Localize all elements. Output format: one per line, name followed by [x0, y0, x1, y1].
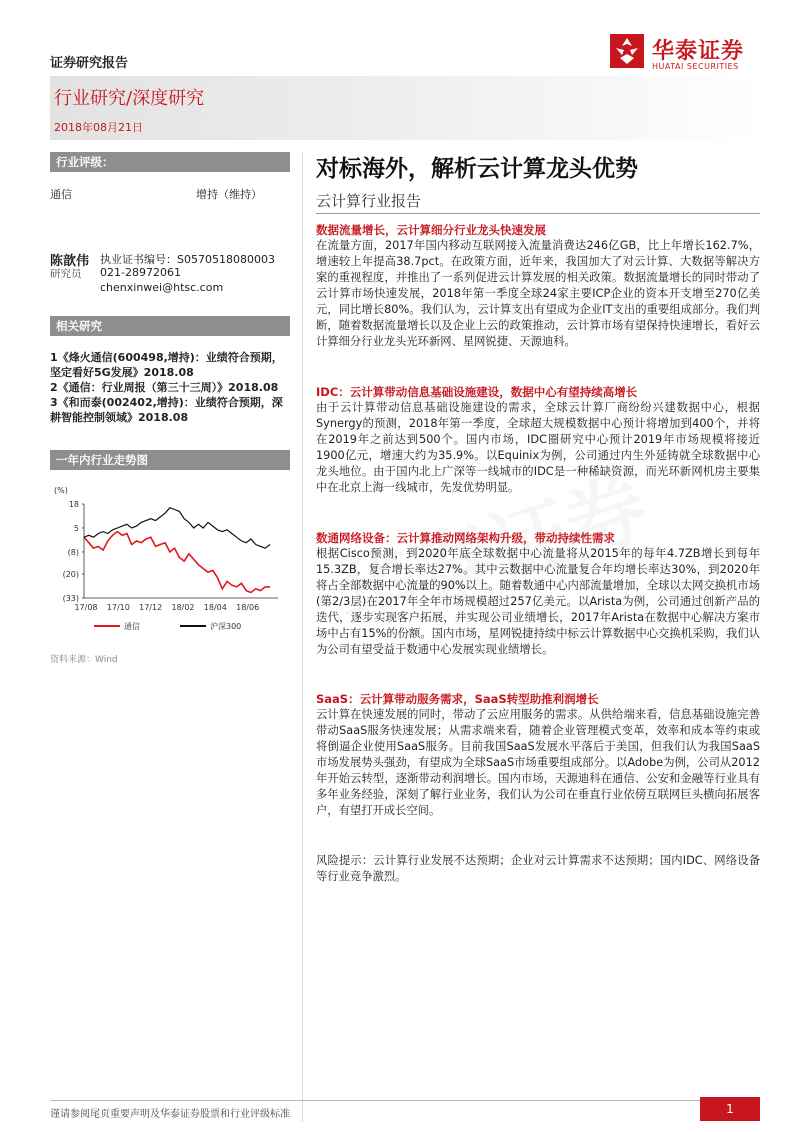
report-type-label: 证券研究报告 — [50, 56, 129, 71]
section-body-idc: 由于云计算带动信息基础设施建设的需求，全球云计算厂商纷纷兴建数据中心，根据Synergy的预测，2018年第一季度，全球超大规模数据中心预计将增加到400个，并将在2019年之前达到500个。国内市场，IDC圈研究中心预计2019年市场规模将接近1900亿元，增速大约为35.9%。以Equinix为例，公司通过内生外延铸就全球数据中心龙头地位。由于国内北上广深等一线城市的IDC是一种稀缺资源，而光环新网机房主要集中在北京上海一线城市，先发优势明显。 — [316, 401, 760, 494]
x-tick-label: 18/06 — [236, 603, 260, 612]
section-body-saas: 云计算在快速发展的同时，带动了云应用服务的需求。从供给端来看，信息基础设施完善带动SaaS服务快速发展；从需求端来看，随着企业管理模式变革，效率和成本等约束或将倒逼企业使用SaaS服务。目前我国SaaS发展水平落后于美国，但我们认为我国SaaS市场发展势头强劲，有望成为全球SaaS市场重要组成部分。以Adobe为例，公司从2012年开始云转型，逐渐带动利润增长。国内市场，天源迪科在通信、公安和金融等行业具有多年业务经验，深刻了解行业业务，我们认为公司在垂直行业依傍互联网巨头横向拓展客户，有望打开成长空间。 — [316, 708, 760, 817]
column-divider — [302, 152, 303, 1122]
analyst-role: 研究员 — [50, 268, 82, 280]
report-banner — [50, 76, 760, 140]
related-research-list — [50, 350, 290, 425]
banner-title: 行业研究/深度研究 — [54, 88, 205, 109]
y-tick-label: (8) — [67, 547, 79, 557]
x-tick-label: 18/02 — [171, 603, 195, 612]
analyst-phone: 021-28972061 — [100, 266, 181, 279]
chart-source: 资料来源：Wind — [50, 655, 118, 665]
section-body-traffic: 在流量方面，2017年国内移动互联网接入流量消费达246亿GB，比上年增长162.7%，增速较上年提高38.7pct。在政策方面，近年来，我国加大了对云计算、大数据等解决方案的重视程度，并推出了一系列促进云计算发展的相关政策。数据流量增长的同时带动了云计算市场快速发展，2018年第一季度全球24家主要ICP企业的资本开支增至270亿美元，同比增长80%。我们认为，云计算支出有望成为企业IT支出的重要组成部分。我们判断，随着数据流量增长以及企业上云的政策推动，云计算市场有望保持快速增长，看好云计算细分行业龙头光环新网、星网锐捷、天源迪科。 — [316, 239, 760, 348]
section-head-saas: SaaS：云计算带动服务需求，SaaS转型助推利润增长 — [316, 692, 599, 706]
rating-industry: 通信 — [50, 188, 72, 201]
legend-label: 通信 — [124, 622, 140, 631]
report-title: 对标海外，解析云计算龙头优势 — [316, 155, 638, 182]
related-research-head: 相关研究 — [50, 316, 290, 336]
industry-rating — [50, 186, 290, 202]
analyst-license: 执业证书编号：S0570518080003 — [100, 253, 275, 266]
title-divider — [316, 213, 760, 214]
footer-divider — [50, 1100, 760, 1101]
huatai-logo — [610, 32, 760, 78]
y-tick-label: 18 — [68, 500, 79, 509]
trend-chart-head: 一年内行业走势图 — [50, 450, 290, 470]
analyst-name: 陈歆伟 — [50, 254, 90, 269]
industry-trend-chart — [50, 480, 290, 640]
section-body-network: 根据Cisco预测，到2020年底全球数据中心流量将从2015年的每年4.7ZB增长到每年15.3ZB，复合增长率达27%。其中云数据中心流量复合年均增长率达30%，到2020年将占全部数据中心流量的90%以上。随着数通中心内部流量增加，全球以太网交换机市场(第2/3层)在2017年全年市场规模超过257亿美元。以Arista为例，公司通过创新产品的迭代，逐步实现客户拓展，并实现公司业绩增长，2017年Arista在数据中心解决方案市场中占有15%的份额。国内市场，星网锐捷持续中标云计算数据中心交换机采购，我们认为公司有望受益于数通中心发展实现业绩增长。 — [316, 547, 760, 656]
legend-label: 沪深300 — [210, 622, 242, 631]
section-head-network: 数通网络设备：云计算推动网络架构升级，带动持续性需求 — [316, 531, 615, 545]
section-head-traffic: 数据流量增长，云计算细分行业龙头快速发展 — [316, 223, 546, 237]
rating-section-head: 行业评级： — [50, 152, 290, 172]
trend-chart-svg — [50, 480, 290, 640]
risk-warning: 风险提示：云计算行业发展不达预期；企业对云计算需求不达预期；国内IDC、网络设备等行业竞争激烈。 — [316, 854, 760, 883]
section-head-idc: IDC：云计算带动信息基础设施建设，数据中心有望持续高增长 — [316, 385, 638, 399]
chart-ylabel: (%) — [54, 486, 68, 495]
report-date: 2018年08月21日 — [54, 121, 143, 134]
related-item[interactable]: 1《烽火通信(600498,增持)：业绩符合预期，坚定看好5G发展》2018.08 — [50, 351, 283, 379]
brand-name-cn: 华泰证券 — [652, 39, 745, 64]
rating-value: 增持（维持） — [196, 188, 262, 201]
series-line-1 — [84, 508, 270, 549]
x-tick-label: 17/10 — [106, 603, 130, 612]
x-tick-label: 18/04 — [203, 603, 227, 612]
brand-name-en: HUATAI SECURITIES — [652, 62, 739, 71]
page-number: 1 — [700, 1097, 760, 1121]
related-item[interactable]: 3《和而泰(002402,增持)：业绩符合预期，深耕智能控制领域》2018.08 — [50, 396, 283, 424]
y-tick-label: (20) — [62, 570, 79, 580]
huatai-logo-mark-icon — [610, 34, 644, 68]
x-tick-label: 17/12 — [139, 603, 163, 612]
y-tick-label: 5 — [73, 523, 79, 533]
footer-disclaimer[interactable]: 谨请参阅尾页重要声明及华泰证券股票和行业评级标准 — [50, 1109, 290, 1120]
analyst-email[interactable]: chenxinwei@htsc.com — [100, 281, 224, 294]
related-item[interactable]: 2《通信：行业周报（第三十三周）》2018.08 — [50, 381, 279, 394]
y-tick-label: (33) — [62, 594, 79, 603]
x-tick-label: 17/08 — [74, 603, 98, 612]
report-subtitle: 云计算行业报告 — [316, 192, 422, 210]
